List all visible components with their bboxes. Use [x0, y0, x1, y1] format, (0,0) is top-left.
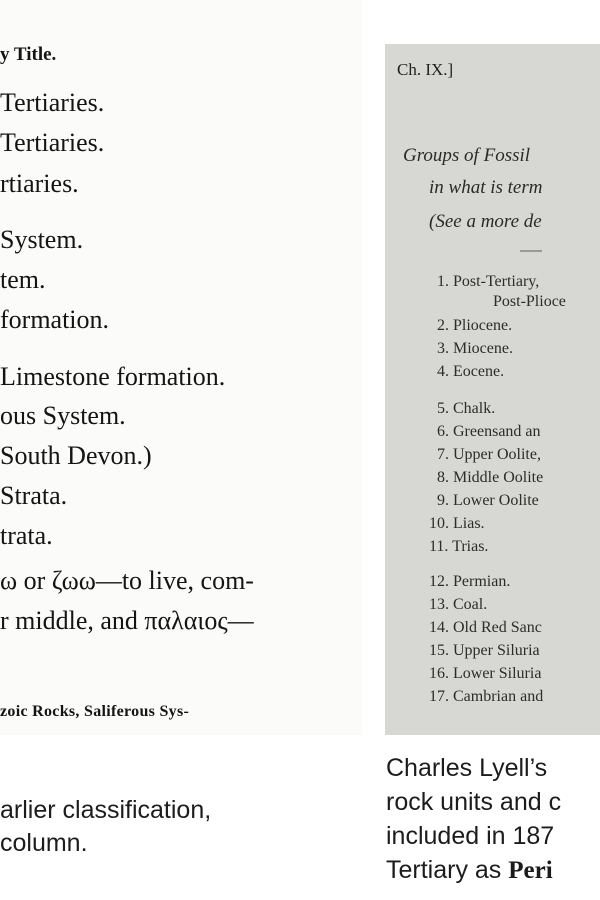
right-page-scan [385, 44, 600, 735]
list-item: 17. Cambrian and [429, 688, 544, 705]
list-item: 1. Post-Tertiary, [437, 273, 540, 290]
list-item: 10. Lias. [429, 515, 485, 532]
left-line: Limestone formation. [0, 362, 226, 391]
separator-rule [520, 250, 542, 252]
list-item: 3. Miocene. [437, 340, 513, 357]
list-item: 7. Upper Oolite, [437, 446, 541, 463]
left-line: formation. [0, 305, 110, 334]
list-item: 13. Coal. [429, 596, 488, 613]
left-line: Tertiaries. [0, 88, 105, 117]
left-line: trata. [0, 521, 53, 550]
caption-right-line: included in 187 [386, 822, 555, 850]
left-line: ous System. [0, 401, 126, 430]
caption-right-line: Charles Lyell’s [386, 754, 548, 782]
list-item: 15. Upper Siluria [429, 642, 540, 659]
list-item: 5. Chalk. [437, 400, 496, 417]
list-item: 2. Pliocene. [437, 317, 513, 334]
left-line: tem. [0, 265, 46, 294]
chapter-header: Ch. IX.] [397, 60, 454, 79]
left-line: ω or ζωω—to live, com- [0, 566, 254, 595]
left-line: y Title. [0, 44, 57, 65]
list-item: 6. Greensand an [437, 423, 541, 440]
caption-left-line: column. [0, 829, 88, 857]
left-line: r middle, and παλαιος— [0, 606, 254, 635]
italic-heading-line: Groups of Fossil [403, 145, 531, 166]
left-line: System. [0, 225, 84, 254]
caption-right-line [386, 856, 553, 885]
list-item: 11. Trias. [429, 538, 489, 555]
left-line: Strata. [0, 481, 68, 510]
left-line: rtiaries. [0, 169, 79, 198]
list-item: 14. Old Red Sanc [429, 619, 542, 636]
list-item: 16. Lower Siluria [429, 665, 542, 682]
list-item: 4. Eocene. [437, 363, 505, 380]
list-item: 12. Permian. [429, 573, 511, 590]
list-item: 9. Lower Oolite [437, 492, 539, 509]
italic-heading-line: (See a more de [429, 211, 542, 232]
caption-right-line: rock units and c [386, 788, 562, 816]
caption-right-bold: Peri [508, 857, 553, 884]
left-page-scan [0, 0, 362, 735]
left-line-smallcaps: zoic Rocks, Saliferous Sys- [0, 703, 190, 720]
list-item: 8. Middle Oolite [437, 469, 544, 486]
italic-heading-line: in what is term [429, 177, 543, 198]
left-line: Tertiaries. [0, 128, 105, 157]
list-item: Post-Plioce [493, 293, 566, 310]
caption-right-text: Tertiary as [386, 856, 509, 884]
caption-left-line: arlier classification, [0, 796, 212, 824]
left-line: South Devon.) [0, 441, 152, 470]
